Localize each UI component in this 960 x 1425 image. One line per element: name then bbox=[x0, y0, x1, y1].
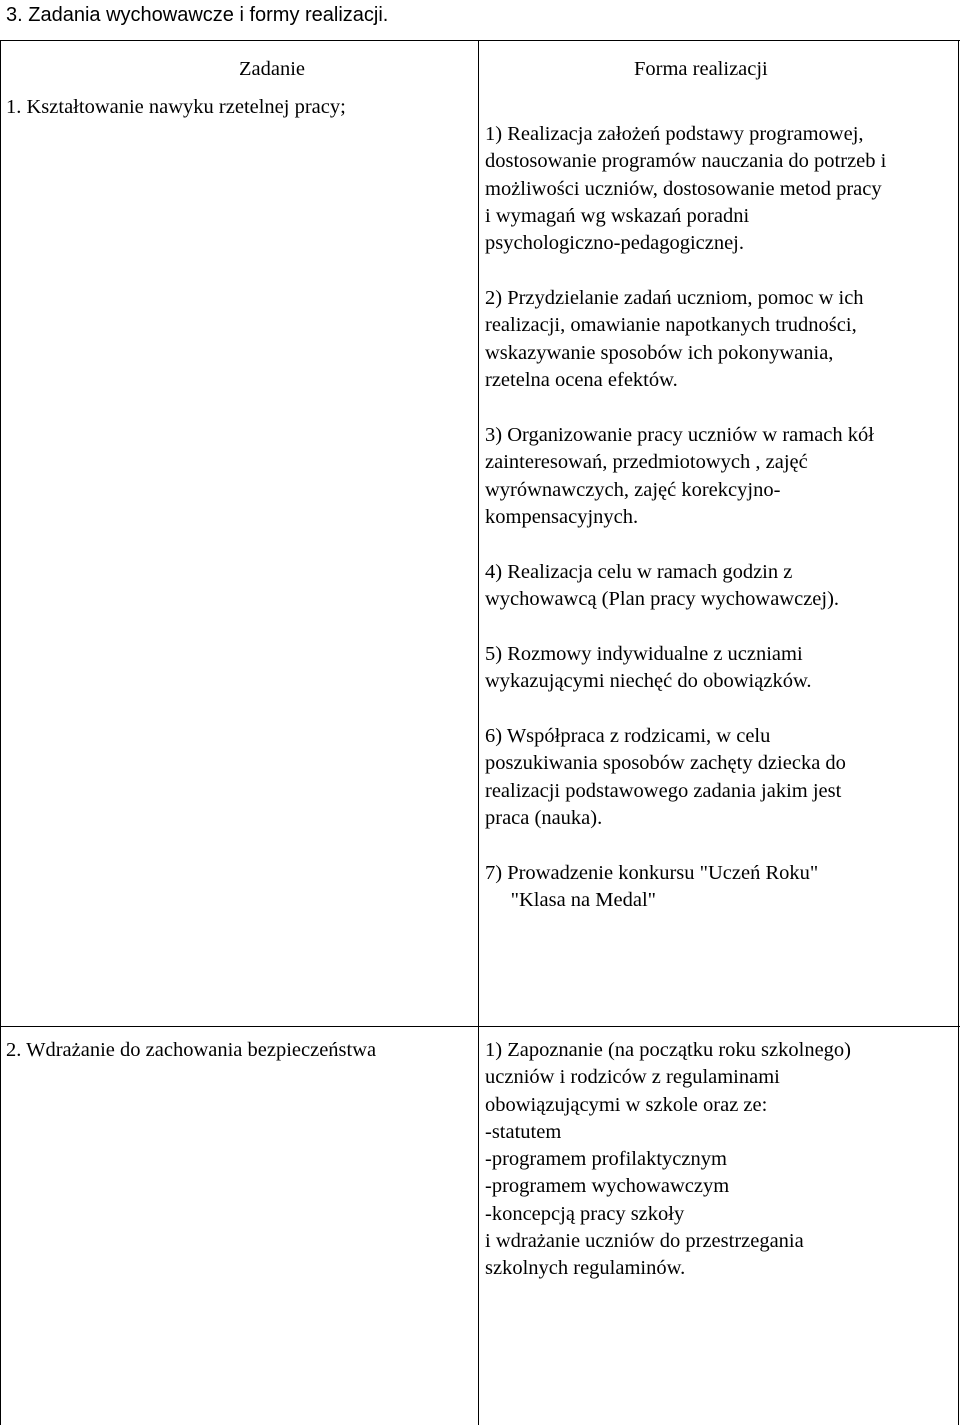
form-item-line: realizacji podstawowego zadania jakim jest bbox=[485, 779, 842, 802]
form-item-line: praca (nauka). bbox=[485, 806, 603, 829]
form-item-1-7 bbox=[485, 860, 818, 915]
form-item-line: wykazującymi niechęć do obowiązków. bbox=[485, 670, 812, 693]
form-item-line: -statutem bbox=[485, 1120, 562, 1143]
form-item-1-4 bbox=[485, 559, 839, 614]
table-column-divider bbox=[478, 40, 479, 1425]
form-item-line: 2) Przydzielanie zadań uczniom, pomoc w ich bbox=[485, 287, 864, 309]
form-item-1-6 bbox=[485, 723, 846, 832]
form-item-line: realizacji, omawianie napotkanych trudności, bbox=[485, 314, 857, 337]
form-item-1-5 bbox=[485, 641, 812, 696]
form-item-line: i wymagań wg wskazań poradni bbox=[485, 204, 750, 227]
form-item-line: 1) Zapoznanie (na początku roku szkolnego) bbox=[485, 1039, 852, 1061]
form-item-1-3 bbox=[485, 422, 874, 531]
form-item-line: rzetelna ocena efektów. bbox=[485, 368, 678, 391]
form-item-1-2 bbox=[485, 285, 864, 394]
form-item-line: -koncepcją pracy szkoły bbox=[485, 1202, 685, 1225]
form-item-line: poszukiwania sposobów zachęty dziecka do bbox=[485, 752, 846, 775]
table-border-left bbox=[0, 40, 1, 1425]
form-item-2-1 bbox=[485, 1037, 851, 1283]
form-item-line: dostosowanie programów nauczania do potrzeb i bbox=[485, 150, 887, 173]
table-row-divider bbox=[0, 1026, 960, 1027]
form-item-line: psychologiczno-pedagogicznej. bbox=[485, 232, 745, 255]
form-item-line: 4) Realizacja celu w ramach godzin z bbox=[485, 561, 793, 583]
form-item-line: wychowawcą (Plan pracy wychowawczej). bbox=[485, 588, 840, 611]
header-task: Zadanie bbox=[239, 58, 306, 80]
form-item-line: zainteresowań, przedmiotowych , zajęć bbox=[485, 451, 808, 474]
form-item-line: kompensacyjnych. bbox=[485, 505, 639, 528]
form-item-line: obowiązującymi w szkole oraz ze: bbox=[485, 1093, 768, 1116]
table-border-right bbox=[958, 40, 959, 1425]
form-item-line: uczniów i rodziców z regulaminami bbox=[485, 1066, 780, 1089]
form-item-line: 5) Rozmowy indywidualne z uczniami bbox=[485, 643, 803, 665]
form-item-line: możliwości uczniów, dostosowanie metod pracy bbox=[485, 177, 882, 200]
header-form: Forma realizacji bbox=[634, 58, 768, 80]
form-item-line: 7) Prowadzenie konkursu "Uczeń Roku" bbox=[485, 862, 819, 884]
form-item-line: 1) Realizacja założeń podstawy programowej, bbox=[485, 123, 864, 145]
task-cell-1: 1. Kształtowanie nawyku rzetelnej pracy; bbox=[6, 96, 346, 118]
form-item-1-1 bbox=[485, 121, 886, 257]
form-item-line: 6) Współpraca z rodzicami, w celu bbox=[485, 725, 771, 747]
page-heading: 3. Zadania wychowawcze i formy realizacji. bbox=[6, 4, 389, 26]
form-item-line: i wdrażanie uczniów do przestrzegania bbox=[485, 1230, 804, 1253]
form-item-line: 3) Organizowanie pracy uczniów w ramach kół bbox=[485, 424, 874, 446]
form-item-line: wskazywanie sposobów ich pokonywania, bbox=[485, 341, 834, 364]
form-item-line: "Klasa na Medal" bbox=[485, 889, 657, 912]
form-item-line: szkolnych regulaminów. bbox=[485, 1257, 686, 1280]
task-cell-2: 2. Wdrażanie do zachowania bezpieczeństwa bbox=[6, 1039, 377, 1061]
form-item-line: -programem wychowawczym bbox=[485, 1175, 730, 1198]
table-border-top bbox=[0, 40, 960, 41]
form-item-line: wyrównawczych, zajęć korekcyjno- bbox=[485, 478, 781, 501]
form-item-line: -programem profilaktycznym bbox=[485, 1148, 727, 1171]
